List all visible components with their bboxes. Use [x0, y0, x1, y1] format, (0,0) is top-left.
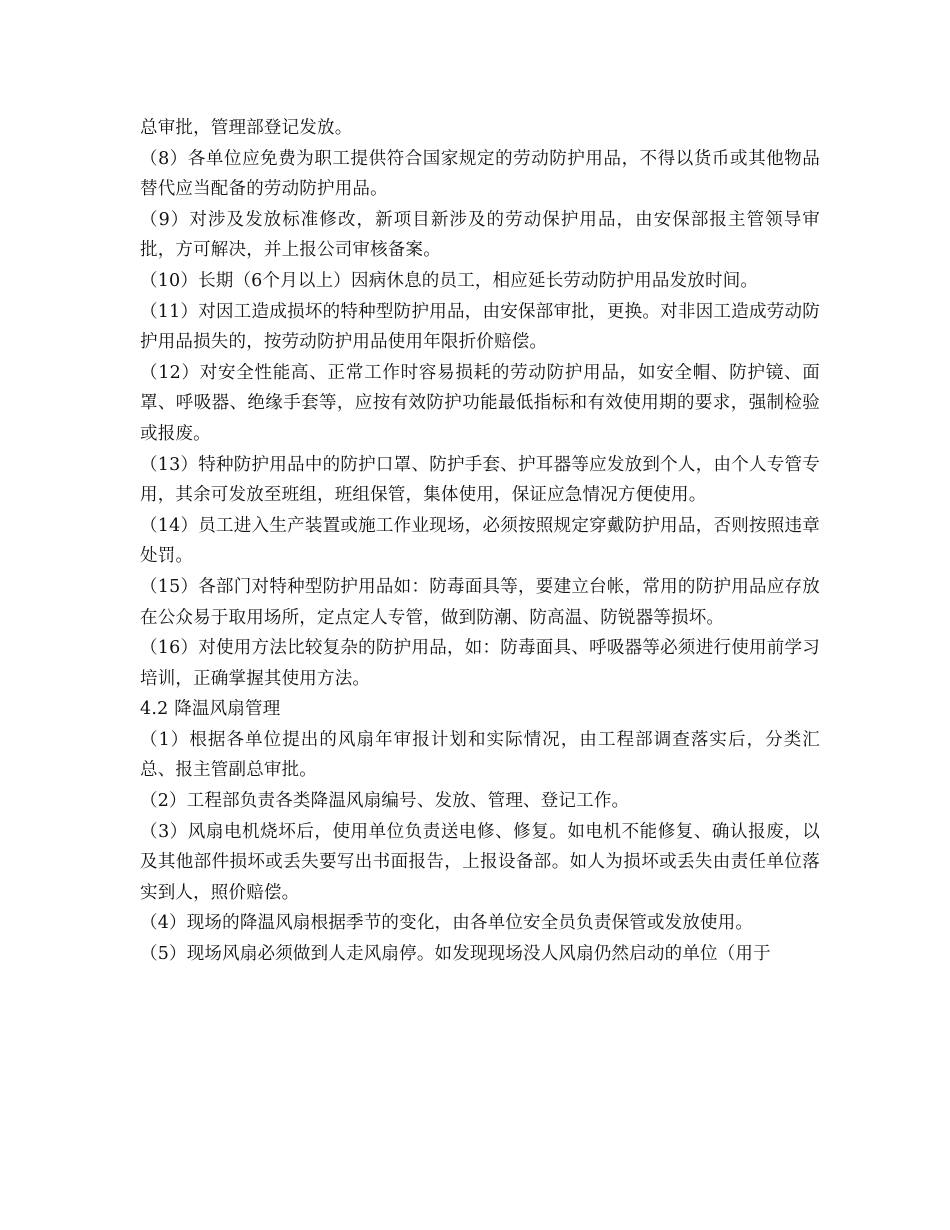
section-paragraph-2: （2）工程部负责各类降温风扇编号、发放、管理、登记工作。 — [140, 791, 630, 812]
paragraph-item-8: （8）各单位应免费为职工提供符合国家规定的劳动防护用品，不得以货币或其他物品替代应当配备的劳动防护用品。 — [140, 148, 820, 200]
paragraph-item-10: （10）长期（6个月以上）因病休息的员工，相应延长劳动防护用品发放时间。 — [140, 270, 759, 291]
paragraph-item-13: （13）特种防护用品中的防护口罩、防护手套、护耳器等应发放到个人，由个人专管专用，其余可发放至班组，班组保管，集体使用，保证应急情况方便使用。 — [140, 454, 820, 506]
paragraph-item-16: （16）对使用方法比较复杂的防护用品，如：防毒面具、呼吸器等必须进行使用前学习培训，正确掌握其使用方法。 — [140, 638, 820, 689]
section-heading: 4.2 降温风扇管理 — [140, 699, 281, 720]
paragraph-item-12: （12）对安全性能高、正常工作时容易损耗的劳动防护用品，如安全帽、防护镜、面罩、呼吸器、绝缘手套等，应按有效防护功能最低指标和有效使用期的要求，强制检验或报废。 — [140, 362, 820, 444]
paragraph-item-9: （9）对涉及发放标准修改，新项目新涉及的劳动保护用品，由安保部报主管领导审批，方可解决，并上报公司审核备案。 — [140, 209, 820, 261]
document-body — [140, 113, 820, 970]
section-paragraph-5: （5）现场风扇必须做到人走风扇停。如发现现场没人风扇仍然启动的单位（用于 — [140, 944, 771, 965]
paragraph-item-15: （15）各部门对特种型防护用品如：防毒面具等，要建立台帐，常用的防护用品应存放在公众易于取用场所，定点定人专管，做到防潮、防高温、防锐器等损坏。 — [140, 576, 820, 628]
section-paragraph-4: （4）现场的降温风扇根据季节的变化，由各单位安全员负责保管或发放使用。 — [140, 913, 754, 934]
paragraph-item-11: （11）对因工造成损坏的特种型防护用品，由安保部审批，更换。对非因工造成劳动防护用品损失的，按劳动防护用品使用年限折价赔偿。 — [140, 301, 820, 353]
section-paragraph-3: （3）风扇电机烧坏后，使用单位负责送电修、修复。如电机不能修复、确认报废，以及其他部件损坏或丢失要写出书面报告，上报设备部。如人为损坏或丢失由责任单位落实到人，照价赔偿。 — [140, 821, 820, 903]
paragraph-item-14: （14）员工进入生产装置或施工作业现场，必须按照规定穿戴防护用品，否则按照违章处罚。 — [140, 515, 820, 567]
section-paragraph-1: （1）根据各单位提出的风扇年审报计划和实际情况，由工程部调查落实后，分类汇总、报主管副总审批。 — [140, 729, 820, 781]
paragraph-continuation: 总审批，管理部登记发放。 — [140, 118, 353, 138]
